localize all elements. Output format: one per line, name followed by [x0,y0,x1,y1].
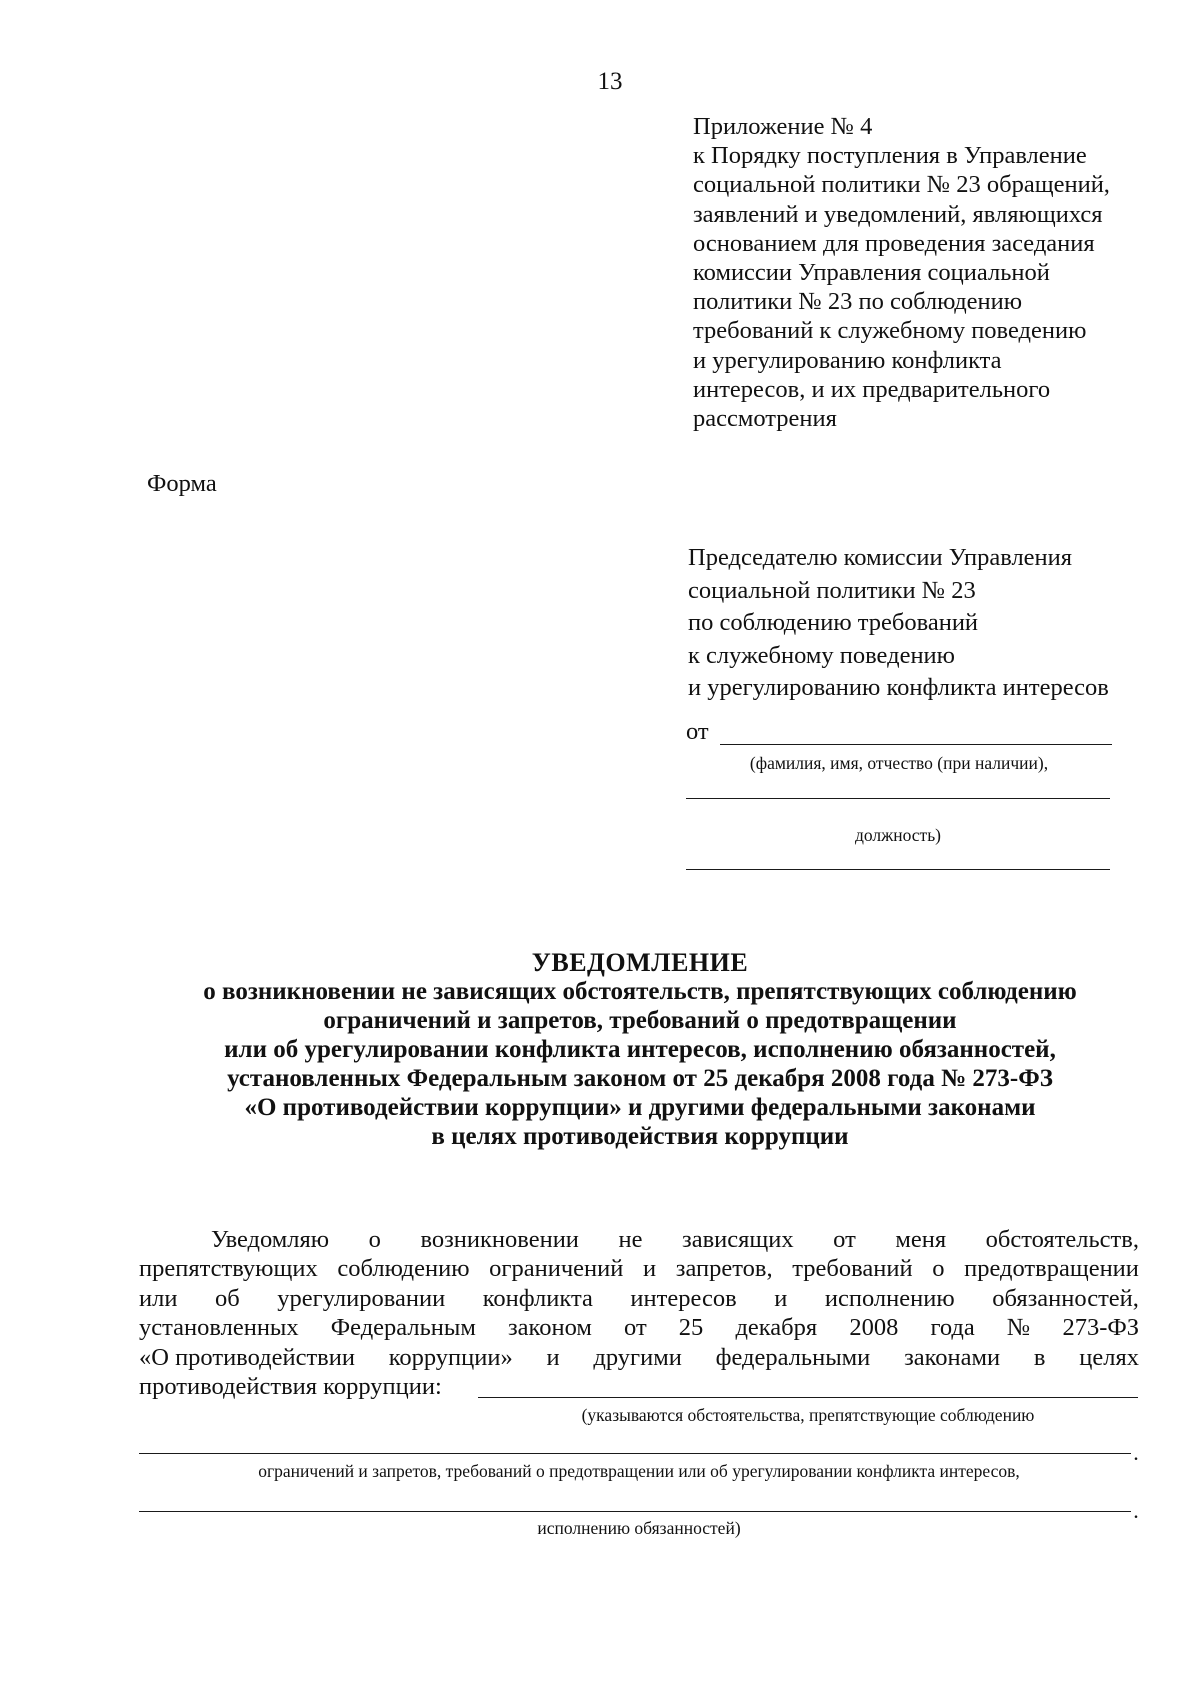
body-word: обстоятельств, [985,1226,1139,1253]
body-word: в [1033,1343,1046,1371]
body-word: об [215,1284,240,1312]
appendix-line: политики № 23 по соблюдению [693,288,1023,316]
body-word: другими [593,1343,682,1371]
page-number: 13 [597,68,623,95]
appendix-line: заявлений и уведомлений, являющихся [693,200,1103,228]
appendix-line: основанием для проведения заседания [693,229,1095,257]
body-word: от [624,1314,647,1342]
fio-fill-line[interactable] [720,744,1112,745]
notice-subtitle-line: «О противодействии коррупции» и другими федеральными законами [244,1094,1036,1121]
body-word: исполнению [824,1284,955,1312]
body-word: противодействия коррупции: [139,1373,442,1401]
body-word: 25 [678,1314,704,1342]
addressee-line: к служебному поведению [688,641,955,669]
body-line-5 [139,1343,1139,1372]
body-word: обязанностей, [992,1284,1139,1312]
appendix-header [693,112,1163,433]
body-word: «О противодействии [139,1343,355,1371]
circumstances-caption-3: исполнению обязанностей) [537,1518,741,1538]
notice-title [150,948,1130,1151]
body-word: целях [1079,1343,1139,1371]
body-word: 2008 [849,1314,899,1342]
body-word: № [1006,1314,1031,1342]
appendix-line: Приложение № 4 [693,113,873,140]
body-word: ограничений [489,1255,624,1283]
notice-body [139,1225,1139,1401]
circumstances-caption-2: ограничений и запретов, требований о предотвращении или об урегулировании конфликта интересов, [258,1461,1020,1481]
body-word: о [932,1255,945,1283]
body-word: возникновении [420,1226,579,1253]
position-fill-line-1[interactable] [686,798,1110,799]
body-line-4 [139,1313,1139,1342]
appendix-line: рассмотрения [693,405,837,433]
body-word: интересов [630,1284,737,1312]
addressee-line: и урегулированию конфликта интересов [688,674,1109,701]
notice-subtitle-line: о возникновении не зависящих обстоятельств, препятствующих соблюдению [203,978,1077,1005]
body-word: урегулировании [277,1284,446,1312]
body-word: препятствующих [139,1255,318,1283]
body-word: законами [904,1343,1001,1371]
line-end-period-2: . [1133,1498,1139,1523]
appendix-line: к Порядку поступления в Управление [693,142,1087,170]
line-end-period-1: . [1133,1440,1139,1465]
body-word: конфликта [482,1284,593,1312]
body-line-3 [139,1284,1139,1313]
notice-subtitle-line: или об урегулировании конфликта интересов, исполнению обязанностей, [224,1036,1056,1063]
body-word: требований [792,1255,913,1283]
notice-subtitle-line: ограничений и запретов, требований о предотвращении [323,1007,957,1034]
addressee-line: социальной политики № 23 [688,576,976,604]
fio-caption: (фамилия, имя, отчество (при наличии), [749,753,1049,773]
body-word: 273-ФЗ [1062,1314,1139,1342]
body-word: от [833,1226,856,1253]
form-label: Форма [147,470,217,497]
notice-subtitle-line: в целях противодействия коррупции [431,1123,849,1150]
body-word: коррупции» [388,1343,513,1371]
body-word: соблюдению [337,1255,470,1283]
appendix-line: социальной политики № 23 обращений, [693,171,1110,199]
circumstances-caption-1: (указываются обстоятельства, препятствующие соблюдению [581,1405,1035,1425]
body-word: и [774,1284,788,1312]
body-word: о [368,1226,381,1253]
addressee-line: Председателю комиссии Управления [688,544,1073,571]
appendix-line: и урегулированию конфликта [693,346,1002,374]
body-word: предотвращении [964,1255,1139,1283]
body-word: и [643,1255,657,1283]
notice-heading: УВЕДОМЛЕНИЕ [531,948,749,977]
body-word: не [618,1226,643,1253]
addressee-line: по соблюдению требований [688,609,979,636]
appendix-line: комиссии Управления социальной [693,259,1050,287]
body-word: установленных [139,1314,299,1342]
body-word: или [139,1284,178,1312]
body-word: года [930,1314,975,1342]
position-fill-line-2[interactable] [686,869,1110,870]
body-word: запретов, [675,1255,773,1283]
from-label: от [686,718,709,745]
body-word: законом [508,1314,592,1342]
body-line-2 [139,1254,1139,1283]
addressee-block [688,542,1168,705]
body-word: декабря [735,1314,818,1342]
position-caption: должность) [854,825,942,845]
body-word: зависящих [682,1226,794,1253]
body-word: Уведомляю [211,1226,330,1253]
notice-subtitle-line: установленных Федеральным законом от 25 декабря 2008 года № 273-ФЗ [227,1065,1053,1092]
body-word: меня [895,1226,947,1253]
appendix-line: интересов, и их предварительного [693,375,1051,403]
circumstances-fill-line-3[interactable] [139,1511,1131,1512]
body-word: и [546,1343,560,1371]
appendix-line: требований к служебному поведению [693,317,1087,345]
body-word: федеральными [715,1343,871,1371]
circumstances-fill-line-2[interactable] [139,1453,1131,1454]
body-line-1 [139,1225,1139,1254]
circumstances-fill-line-1[interactable] [478,1397,1138,1398]
body-word: Федеральным [330,1314,476,1342]
